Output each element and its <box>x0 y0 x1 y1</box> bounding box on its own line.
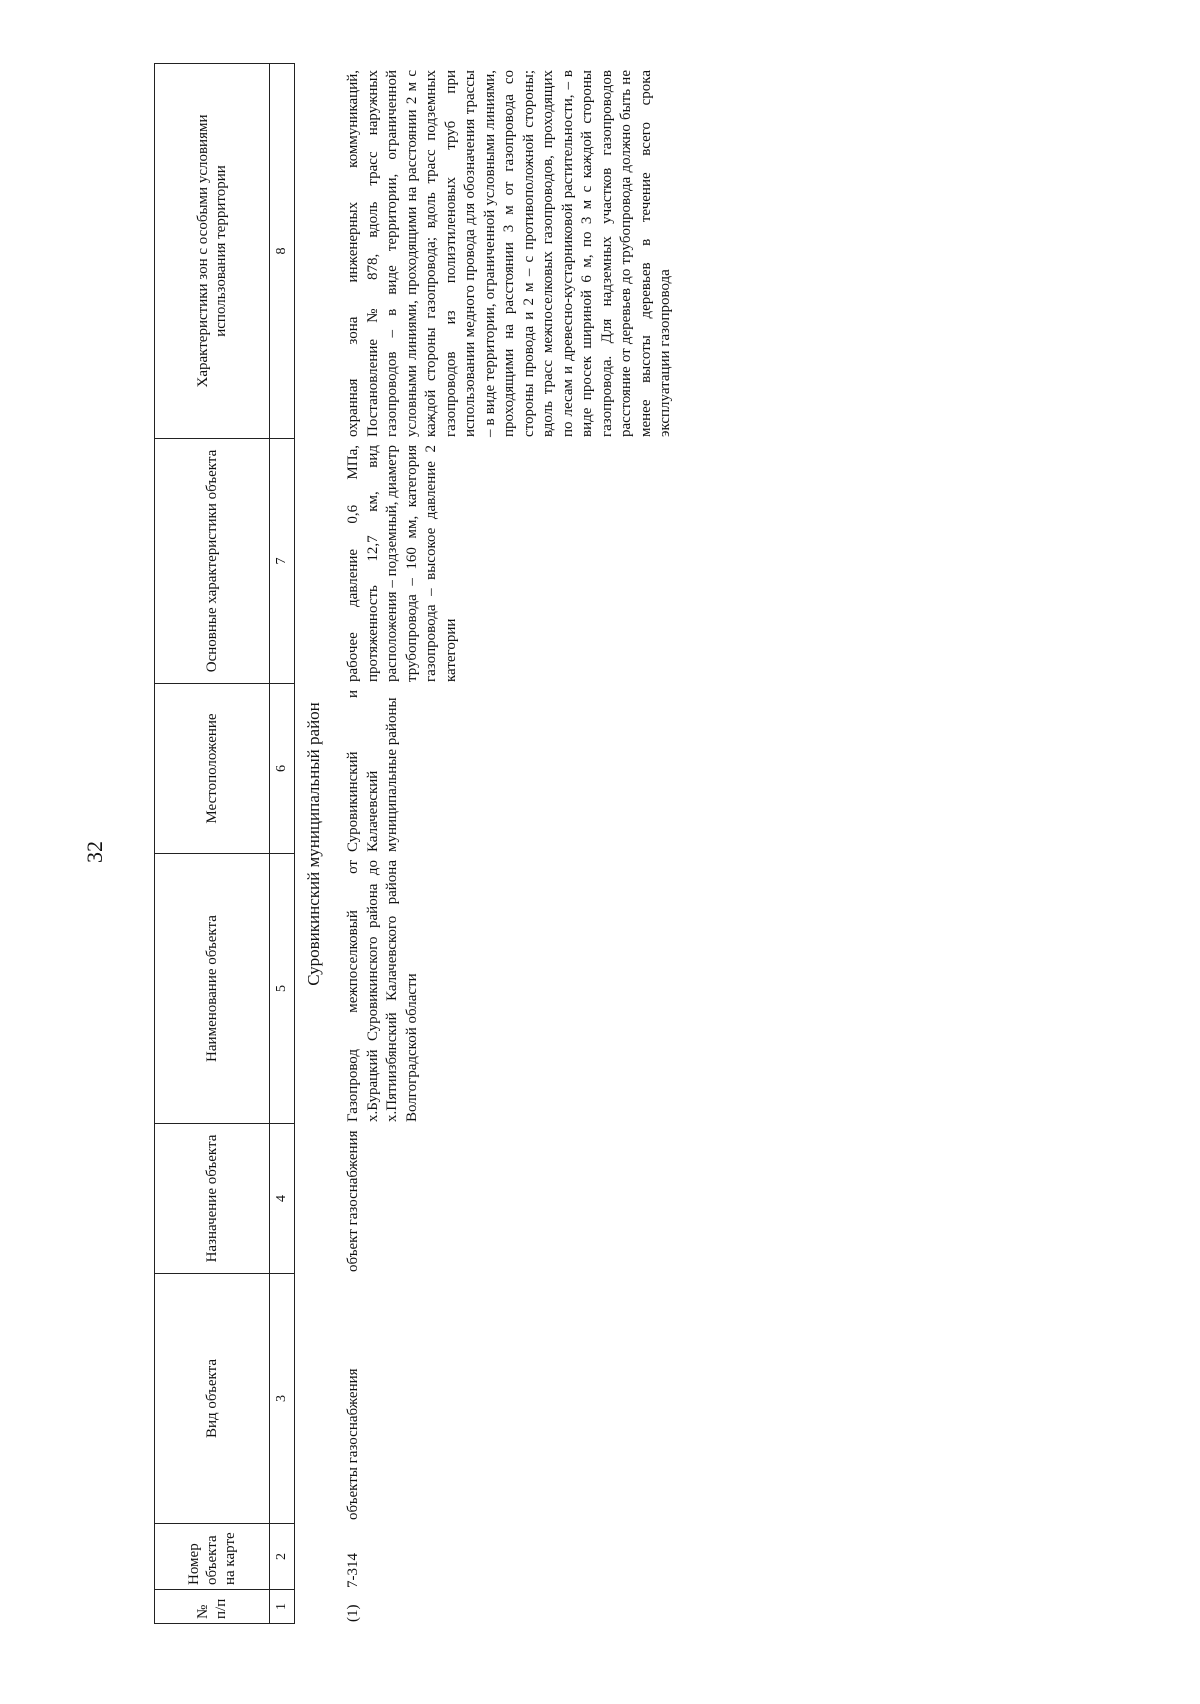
row-map-number: 7-314 <box>345 1553 361 1588</box>
row-type: объекты газоснабжения <box>345 1368 361 1520</box>
section-title: Суровикинский муниципальный район <box>304 702 323 986</box>
column-number: 3 <box>270 1274 295 1524</box>
table-header <box>154 63 295 1624</box>
column-header-zones: Характеристики зон с особыми условиями использования территории <box>155 64 270 439</box>
column-header-purpose: Назначение объекта <box>155 1124 270 1274</box>
column-number: 4 <box>270 1124 295 1274</box>
column-header-index: № п/п <box>155 1590 270 1624</box>
row-purpose: объект газоснабжения <box>345 1130 361 1272</box>
column-header-map-number: Номер объекта на карте <box>155 1524 270 1590</box>
document-sheet <box>154 42 1054 1662</box>
row-location: Суровикинский и Калачевский муниципальные районы <box>345 690 400 852</box>
column-number: 2 <box>270 1524 295 1590</box>
column-header-type: Вид объекта <box>155 1274 270 1524</box>
column-number: 8 <box>270 64 295 439</box>
column-header-name: Наименование объекта <box>155 854 270 1124</box>
column-header-characteristics: Основные характеристики объекта <box>155 439 270 684</box>
row-characteristics: рабочее давление 0,6 МПа, протяженность 12,7 км, вид расположения – подземный, диаметр трубопровода – 160 мм, категория газопровода – высокое давление 2 категории <box>345 445 459 682</box>
row-name: Газопровод межпоселковый от х.Бурацкий Суровикинского района до х.Пятиизбянский Калачевского района Волгоградской области <box>345 860 420 1122</box>
page-number: 32 <box>82 841 107 863</box>
column-number: 7 <box>270 439 295 684</box>
column-number: 5 <box>270 854 295 1124</box>
column-number: 1 <box>270 1590 295 1624</box>
row-zones: охранная зона инженерных коммуникаций, Постановление № 878, вдоль трасс наружных газопроводов – в виде территории, ограниченной условными линиями, проходящими на расстоянии 2 м с каждой стороны газопровода; вдоль трасс подземных газопроводов из полиэтиленовых труб при использовании медного провода для обозначения трассы – в виде территории, ограниченной условными линиями, проходящими на расстоянии 3 м от газопровода со стороны провода и 2 м – с противоположной стороны; вдоль трасс межпоселковых газопроводов, проходящих по лесам и древесно-кустарниковой растительности, – в виде просек шириной 6 м, по 3 м с каждой стороны газопровода. Для надземных участков газопроводов расстояние от деревьев до трубопровода должно быть не менее высоты деревьев в течение всего срока эксплуатации газопровода <box>345 70 673 437</box>
column-header-location: Местоположение <box>155 684 270 854</box>
landscape-sheet <box>154 42 1054 1662</box>
row-index: (1) <box>345 1604 361 1622</box>
column-number: 6 <box>270 684 295 854</box>
